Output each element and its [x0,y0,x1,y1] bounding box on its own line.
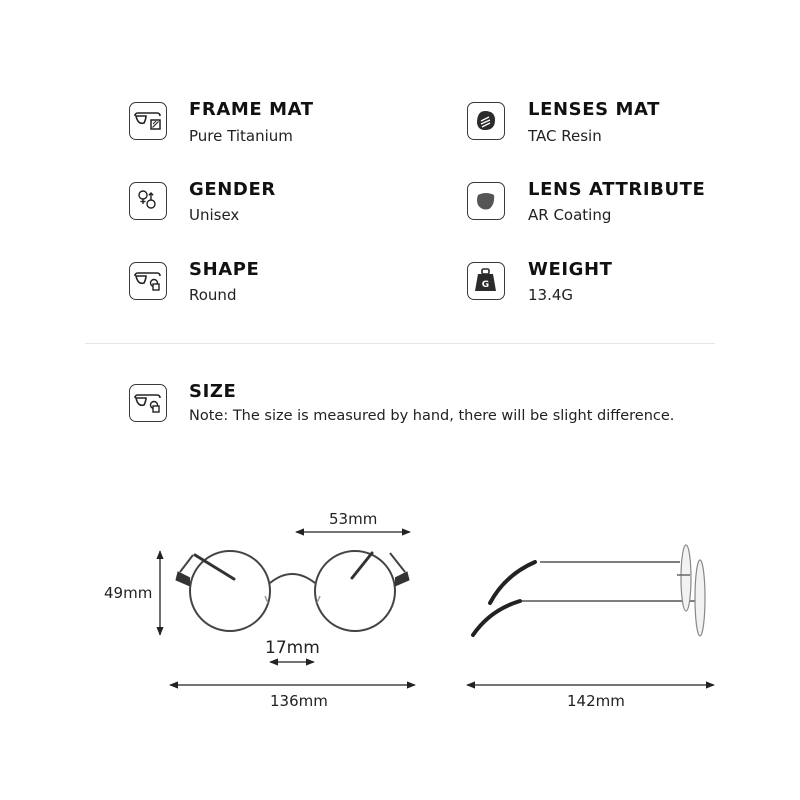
spec-title: SHAPE [189,259,260,280]
spec-value: 13.4G [528,286,574,304]
spec-value: Pure Titanium [189,127,293,145]
spec-title: FRAME MAT [189,99,314,120]
temple-length-label: 142mm [567,692,625,710]
lens-width-label: 53mm [329,510,378,528]
glasses-front-view [176,551,409,631]
spec-value: Unisex [189,206,240,224]
lens-height-label: 49mm [104,584,153,602]
frame-width-label: 136mm [270,692,328,710]
spec-title: GENDER [189,179,276,200]
size-note: Note: The size is measured by hand, there will be slight difference. [189,408,675,424]
weight-icon-letter: G [481,280,490,290]
spec-value: Round [189,286,237,304]
spec-title: WEIGHT [528,259,613,280]
bridge-label: 17mm [265,638,320,658]
spec-value: TAC Resin [528,127,602,145]
spec-title: LENSES MAT [528,99,661,120]
glasses-side-view [473,545,705,636]
spec-value: AR Coating [528,206,612,224]
size-title: SIZE [189,381,237,402]
spec-title: LENS ATTRIBUTE [528,179,706,200]
